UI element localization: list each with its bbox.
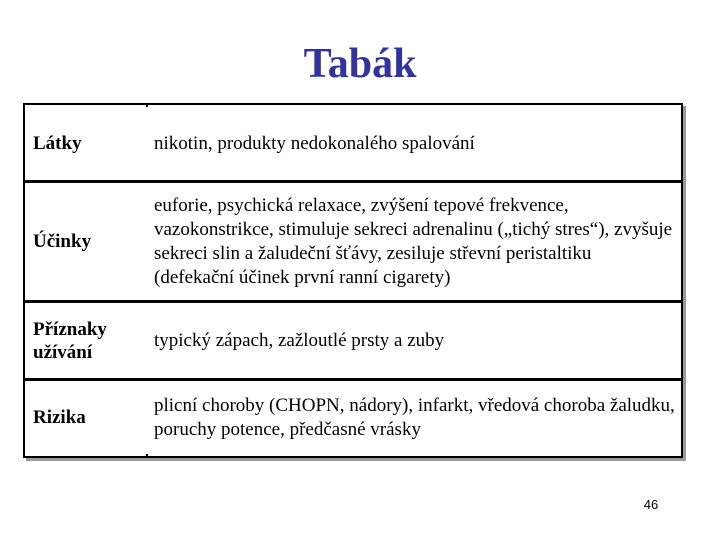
slide-title: Tabák <box>303 41 417 87</box>
row-value-effects: euforie, psychická relaxace, zvýšení tepové frekvence, vazokonstrikce, stimuluje sekreci adrenalinu („tichý stres“), zvyšuje sekreci slin a žaludeční šťávy, zesiluje střevní peristaltiku (defekační účinek první ranní cigarety) <box>154 194 673 288</box>
table-row-signs <box>27 303 679 378</box>
row-label-signs: Příznaky užívání <box>33 318 107 363</box>
table-row-substances <box>27 107 679 180</box>
row-value-substances: nikotin, produkty nedokonalého spalování <box>154 132 475 154</box>
table-row-effects <box>27 183 679 300</box>
row-label-risks: Rizika <box>33 407 86 428</box>
tobacco-table <box>23 103 683 458</box>
row-label-effects: Účinky <box>33 231 92 252</box>
row-value-signs: typický zápach, zažloutlé prsty a zuby <box>154 329 445 351</box>
table-row-risks <box>27 381 679 454</box>
row-value-risks: plicní choroby (CHOPN, nádory), infarkt, vředová choroba žaludku, poruchy potence, předčasné vrásky <box>154 394 675 440</box>
row-label-substances: Látky <box>33 133 82 154</box>
page-number: 46 <box>643 497 659 512</box>
